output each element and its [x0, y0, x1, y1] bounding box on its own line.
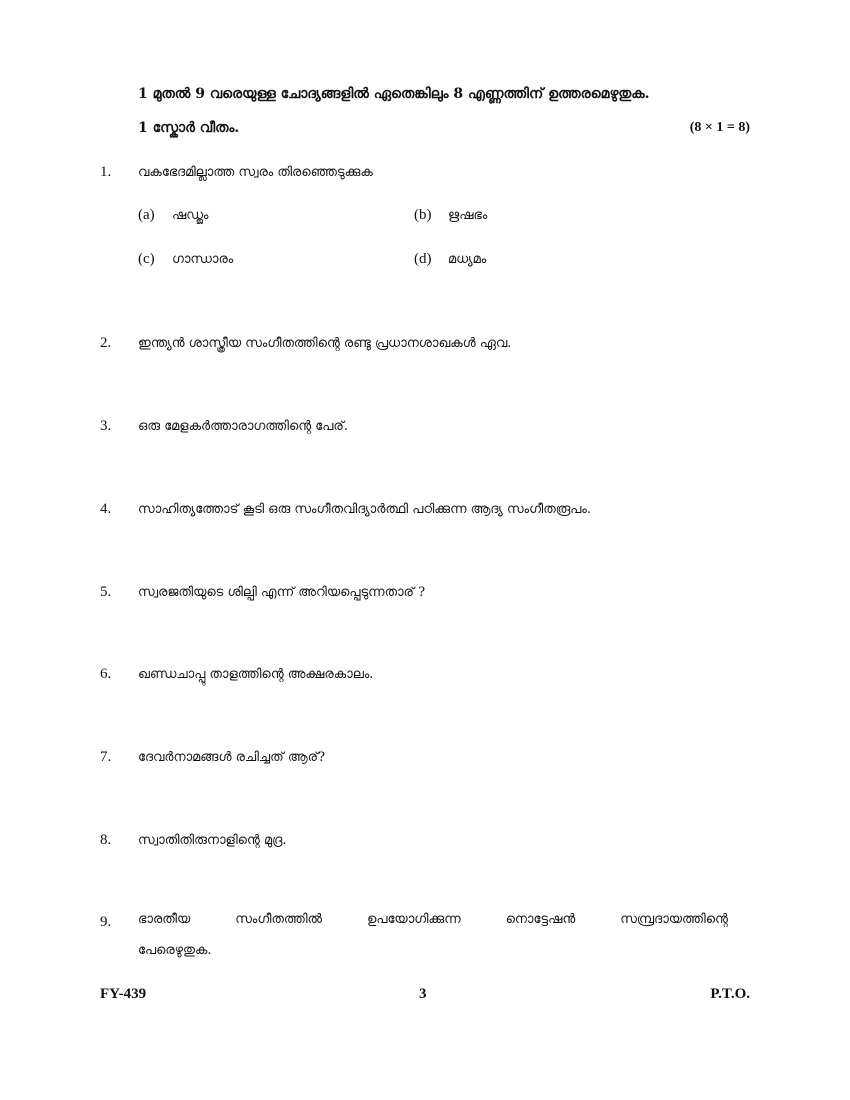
page-number: 3 [419, 986, 427, 1002]
question-number: 1. [100, 164, 112, 180]
option-label: (c) [138, 251, 155, 267]
option-b [414, 207, 487, 224]
question-number: 2. [100, 335, 112, 351]
question-number: 7. [100, 749, 112, 765]
option-label: (b) [414, 207, 432, 223]
option-c [138, 251, 233, 268]
question-text: ദേവർനാമങ്ങൾ രചിച്ചത് ആര്? [138, 750, 326, 765]
option-text: ഋഷഭം [448, 208, 488, 223]
option-a [138, 207, 209, 224]
option-label: (a) [138, 207, 155, 223]
question-number: 6. [100, 666, 112, 682]
question-text: ഖണ്ഡചാപ്പു താളത്തിന്റെ അക്ഷരകാലം. [138, 667, 374, 682]
option-text: ഷഡ്ജം [172, 208, 209, 223]
marks-scheme: (8 × 1 = 8) [689, 120, 750, 135]
question-number: 5. [100, 584, 112, 600]
option-label: (d) [414, 251, 432, 267]
option-text: മധ്യമം [448, 252, 487, 267]
question-number: 8. [100, 832, 112, 848]
instruction-score: 1 സ്കോർ വീതം. [138, 120, 240, 136]
question-word: ഉപയോഗിക്കുന്ന [366, 912, 461, 927]
question-text: ഇന്ത്യൻ ശാസ്ത്രീയ സംഗീതത്തിന്റെ രണ്ടു പ്രധാനശാഖകൾ ഏവ. [138, 336, 512, 351]
question-9 [138, 912, 728, 958]
option-text: ഗാന്ധാരം [172, 252, 234, 267]
question-word: സമ്പ്രദായത്തിന്റെ [620, 912, 728, 927]
question-text: സ്വാതിതിരുനാളിന്റെ മുദ്ര. [138, 833, 287, 848]
question-text: വകഭേദമില്ലാത്ത സ്വരം തിരഞ്ഞെടുക്കുക [138, 165, 373, 180]
question-text: ഒരു മേളകർത്താരാഗത്തിന്റെ പേര്. [138, 419, 348, 434]
paper-code: FY-439 [100, 986, 147, 1002]
question-word: സംഗീതത്തിൽ [235, 912, 323, 927]
question-number: 9. [100, 914, 112, 930]
option-d [414, 251, 486, 268]
question-9-line1 [138, 912, 728, 927]
question-text: സാഹിത്യത്തോട് കൂടി ഒരു സംഗീതവിദ്യാർത്ഥി പഠിക്കുന്ന ആദ്യ സംഗീതരൂപം. [138, 502, 591, 517]
question-number: 3. [100, 418, 112, 434]
question-word: ഭാരതീയ [138, 912, 191, 927]
question-number: 4. [100, 501, 112, 517]
question-text: സ്വരജതിയുടെ ശില്പി എന്ന് അറിയപ്പെടുന്നതാര് ? [138, 585, 426, 600]
instruction-line: 1 മുതൽ 9 വരെയുള്ള ചോദ്യങ്ങളിൽ ഏതെങ്കിലും 8 എണ്ണത്തിന് ഉത്തരമെഴുതുക. [138, 86, 650, 102]
pto-note: P.T.O. [710, 986, 750, 1002]
question-word: നൊട്ടേഷൻ [505, 912, 576, 927]
question-9-line2: പേരെഴുതുക. [138, 943, 212, 958]
